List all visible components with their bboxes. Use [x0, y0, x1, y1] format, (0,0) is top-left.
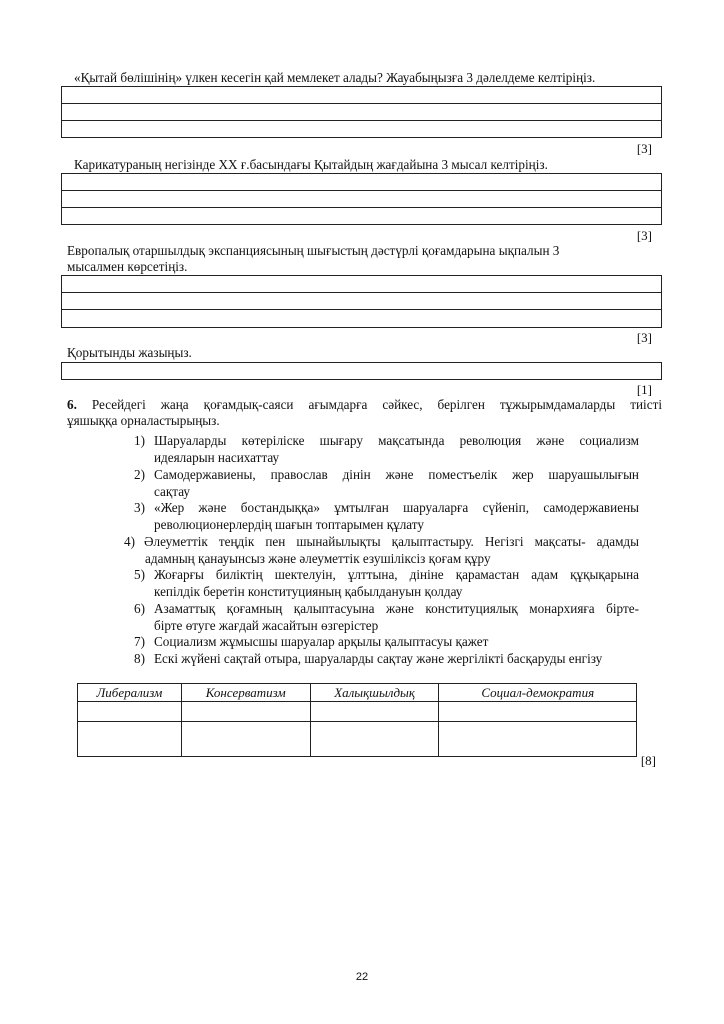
- answer-line[interactable]: [62, 87, 661, 104]
- task6-intro-line1: Ресейдегі жаңа қоғамдық-саяси ағымдарға сәйкес, берілген тұжырымдамаларды тиісті: [91, 397, 662, 412]
- item-line2: сақтау: [154, 484, 190, 499]
- item-number: 8): [134, 651, 145, 666]
- mark-china: [3]: [636, 141, 652, 156]
- table-header-populism: Халықшылдық: [310, 684, 439, 702]
- item-number: 5): [134, 567, 145, 582]
- answer-line[interactable]: [62, 104, 661, 121]
- item-number: 4): [124, 534, 135, 549]
- item-line1: «Жер және бостандыққа» ұмтылған шаруаларға сүйеніп, самодержавиены: [154, 500, 639, 515]
- table-header-row: [78, 684, 637, 702]
- question-europe-line1: Европалық отаршылдық экспанциясының шығыстың дәстүрлі қоғамдарына ықпалын 3: [67, 243, 560, 258]
- table-header-social-democracy: Социал-демократия: [439, 684, 637, 702]
- answer-line[interactable]: [62, 174, 661, 191]
- table-cell[interactable]: [310, 702, 439, 722]
- mark-europe: [3]: [636, 330, 652, 345]
- answer-box-europe: [61, 275, 662, 328]
- item-number: 1): [134, 433, 145, 448]
- table-cell[interactable]: [310, 722, 439, 757]
- item-line2: біртe өтуге жағдай жасайтын өзгерістер: [154, 618, 379, 633]
- page-number: 22: [355, 971, 369, 983]
- table-header-liberalism: Либерализм: [78, 684, 182, 702]
- item-number: 7): [134, 634, 145, 649]
- mark-conclusion: [1]: [636, 382, 652, 397]
- item-line2: идеяларын насихаттау: [154, 450, 280, 465]
- question-cartoon-text: Карикатураның негізінде ХХ ғ.басындағы Қытайдың жағдайына 3 мысал келтіріңіз.: [74, 157, 548, 172]
- question-europe-line2: мысалмен көрсетіңіз.: [67, 259, 188, 274]
- table-cell[interactable]: [439, 702, 637, 722]
- question-china-text: «Қытай бөлішінің» үлкен кесегін қай мемлекет алады? Жауабыңызға 3 дәлелдеме келтіріңіз.: [74, 70, 596, 85]
- table-cell[interactable]: [78, 722, 182, 757]
- question-europe-text: [67, 243, 559, 275]
- table-cell[interactable]: [439, 722, 637, 757]
- answer-box-conclusion[interactable]: [61, 362, 662, 380]
- answer-line[interactable]: [62, 293, 661, 310]
- item-number: 2): [134, 467, 145, 482]
- list-item: [134, 432, 639, 466]
- table-cell[interactable]: [78, 702, 182, 722]
- item-line1: Шаруаларды көтеріліске шығару мақсатында революция және социализм: [154, 433, 639, 448]
- list-item: [134, 499, 639, 533]
- answer-line[interactable]: [62, 276, 661, 293]
- item-line1: Әлеуметтік теңдік пен шынайылықты қалыптастыру. Негізгі мақсаты- адамды: [144, 534, 639, 549]
- list-item: [134, 650, 664, 667]
- task6-intro: [67, 397, 662, 429]
- item-line1: Жоғарғы биліктің шектелуін, ұлттына, дініне қарамастан адам құқықарына: [154, 567, 639, 582]
- table-header-conservatism: Консерватизм: [181, 684, 310, 702]
- question-conclusion-text: Қорытынды жазыңыз.: [67, 345, 192, 360]
- list-item: [134, 466, 639, 500]
- answer-line[interactable]: [62, 121, 661, 137]
- item-line1: Ескі жүйені сақтай отыра, шаруаларды сақтау және жергілікті басқаруды енгізу: [154, 651, 603, 666]
- answer-line[interactable]: [62, 208, 661, 224]
- table-cell[interactable]: [181, 702, 310, 722]
- item-line2: революционерлердің шағын топтарымен құлату: [154, 517, 424, 532]
- item-line1: Социализм жұмысшы шаруалар арқылы қалыптасуы қажет: [154, 634, 489, 649]
- table-cell[interactable]: [181, 722, 310, 757]
- item-number: 3): [134, 500, 145, 515]
- table-row: [78, 702, 637, 722]
- answer-line[interactable]: [62, 191, 661, 208]
- matching-table: [77, 683, 637, 757]
- mark-task6: [8]: [640, 753, 656, 768]
- task6-number: 6.: [67, 397, 77, 412]
- answer-line[interactable]: [62, 310, 661, 326]
- list-item: [134, 633, 654, 650]
- task6-intro-line2: ұяшыққа орналастырыңыз.: [67, 413, 220, 428]
- item-line2: кепілдік беретін конституцияның қабылдануын қолдау: [154, 584, 463, 599]
- list-item: [124, 533, 639, 567]
- answer-box-cartoon: [61, 173, 662, 225]
- item-line2: адамның қанауынсыз және әлеуметтік езушіліксіз қоғам құру: [145, 551, 491, 566]
- answer-box-china: [61, 86, 662, 138]
- list-item: [134, 600, 639, 634]
- list-item: [134, 566, 639, 600]
- item-line1: Азаматтық қоғамның қалыптасуына және конституциялық монархияға біртe-: [154, 601, 639, 616]
- item-line1: Самодержавиены, православ дінін және поместъелік жер шаруашылығын: [154, 467, 639, 482]
- table-row: [78, 722, 637, 757]
- mark-cartoon: [3]: [636, 228, 652, 243]
- item-number: 6): [134, 601, 145, 616]
